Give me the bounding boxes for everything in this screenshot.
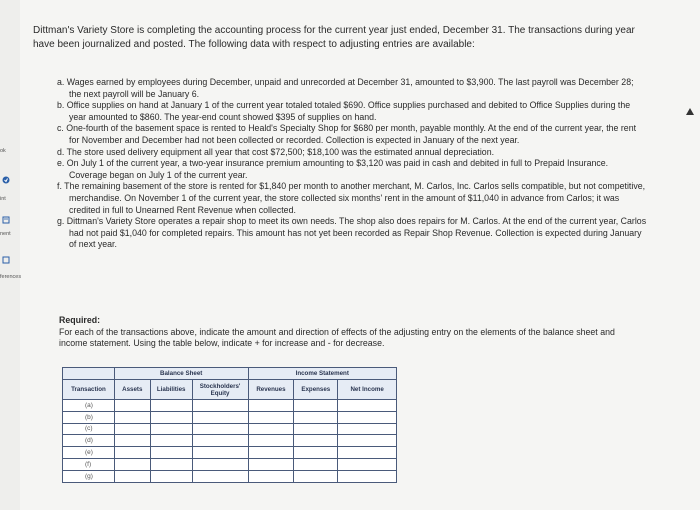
table-row	[63, 470, 397, 482]
table-row	[63, 411, 397, 423]
answer-cell[interactable]	[248, 470, 294, 482]
answer-cell[interactable]	[338, 423, 397, 435]
sidebar-item-nent[interactable]: nent	[0, 231, 11, 237]
answer-cell[interactable]	[294, 470, 338, 482]
print-icon	[2, 176, 10, 184]
column-header: Revenues	[248, 380, 294, 400]
answer-cell[interactable]	[294, 400, 338, 412]
answer-cell[interactable]	[150, 458, 192, 470]
answer-cell[interactable]	[192, 458, 248, 470]
answer-cell[interactable]	[114, 435, 150, 447]
column-header: Liabilities	[150, 380, 192, 400]
answer-cell[interactable]	[114, 458, 150, 470]
answer-cell[interactable]	[192, 447, 248, 459]
answer-cell[interactable]	[114, 447, 150, 459]
column-header: Net Income	[338, 380, 397, 400]
answer-cell[interactable]	[294, 435, 338, 447]
list-item: f. The remaining basement of the store is rented for $1,840 per month to another merchant, M. Carlos, Inc. Carlos sells compatible, but not competitive, merchandise. On November 1 of the current year, the store collected six months' rent in the amount of $11,040 in advance from Carlos; it was credited in full to Unearned Rent Revenue when collected.	[57, 181, 646, 215]
transaction-label: (b)	[63, 411, 115, 423]
table-row	[63, 458, 397, 470]
transaction-label: (c)	[63, 423, 115, 435]
answer-cell[interactable]	[192, 411, 248, 423]
answer-cell[interactable]	[338, 458, 397, 470]
answer-cell[interactable]	[114, 470, 150, 482]
table-spacer	[63, 368, 115, 380]
effects-table	[62, 367, 397, 483]
list-item: g. Dittman's Variety Store operates a repair shop to meet its own needs. The shop also does repairs for M. Carlos. At the end of the current year, Carlos had not paid $1,040 for completed repairs. This amount has not yet been recorded as Repair Shop Revenue. Collection is expected during January of next year.	[57, 216, 647, 250]
answer-cell[interactable]	[248, 411, 294, 423]
answer-cell[interactable]	[338, 400, 397, 412]
answer-cell[interactable]	[294, 423, 338, 435]
cursor-arrow-icon	[686, 108, 694, 115]
table-row	[63, 423, 397, 435]
list-item: d. The store used delivery equipment all year that cost $72,500; $18,100 was the estimated annual depreciation.	[57, 146, 495, 157]
transaction-label: (a)	[63, 400, 115, 412]
answer-cell[interactable]	[248, 458, 294, 470]
balance-sheet-header: Balance Sheet	[114, 368, 248, 380]
answer-cell[interactable]	[248, 400, 294, 412]
answer-cell[interactable]	[150, 435, 192, 447]
transaction-label: (e)	[63, 447, 115, 459]
answer-cell[interactable]	[150, 400, 192, 412]
answer-cell[interactable]	[114, 400, 150, 412]
required-section	[59, 315, 639, 350]
required-text: For each of the transactions above, indicate the amount and direction of effects of the adjusting entry on the elements of the balance sheet and income statement. Using the table below, indicate + for increase and - for decrease.	[59, 326, 615, 348]
list-item: e. On July 1 of the current year, a two-year insurance premium amounting to $3,120 was paid in cash and debited in full to Prepaid Insurance. Coverage began on July 1 of the current year.	[57, 158, 609, 180]
transaction-label: (d)	[63, 435, 115, 447]
list-item: a. Wages earned by employees during December, unpaid and unrecorded at December 31, amounted to $3,900. The last payroll was December 28; the next payroll will be January 6.	[57, 77, 634, 99]
answer-cell[interactable]	[338, 447, 397, 459]
sidebar-item-int[interactable]: int	[0, 196, 6, 202]
sidebar-item-references[interactable]: ferences	[0, 274, 22, 280]
list-item: b. Office supplies on hand at January 1 of the current year totaled totaled $690. Office supplies purchased and debited to Office Supplies during the year amounted to $860. The year-end count showed $395 of supplies on hand.	[57, 100, 631, 122]
answer-cell[interactable]	[294, 411, 338, 423]
transaction-label: (f)	[63, 458, 115, 470]
answer-cell[interactable]	[114, 411, 150, 423]
column-header: Stockholders' Equity	[192, 380, 248, 400]
column-header: Expenses	[294, 380, 338, 400]
answer-cell[interactable]	[192, 435, 248, 447]
answer-cell[interactable]	[150, 411, 192, 423]
answer-cell[interactable]	[338, 470, 397, 482]
column-header: Assets	[114, 380, 150, 400]
answer-cell[interactable]	[248, 435, 294, 447]
answer-cell[interactable]	[192, 423, 248, 435]
answer-cell[interactable]	[114, 423, 150, 435]
answer-cell[interactable]	[192, 470, 248, 482]
document-icon	[2, 216, 10, 224]
answer-cell[interactable]	[294, 458, 338, 470]
table-row	[63, 447, 397, 459]
table-row	[63, 400, 397, 412]
column-header: Transaction	[63, 380, 115, 400]
left-sidebar	[0, 0, 20, 510]
answer-cell[interactable]	[150, 470, 192, 482]
required-heading: Required:	[59, 315, 101, 325]
transaction-label: (g)	[63, 470, 115, 482]
answer-cell[interactable]	[294, 447, 338, 459]
answer-cell[interactable]	[248, 447, 294, 459]
reference-icon	[2, 256, 10, 264]
answer-cell[interactable]	[338, 411, 397, 423]
answer-cell[interactable]	[248, 423, 294, 435]
list-item: c. One-fourth of the basement space is rented to Heald's Specialty Shop for $680 per month, payable monthly. At the end of the current year, the rent for November and December had not been collected or recorded. Collection is expected in January of the next year.	[57, 123, 637, 145]
problem-intro: Dittman's Variety Store is completing the accounting process for the current year just ended, December 31. The transactions during year have been journalized and posted. The following data with respect to adjusting entries are available:	[33, 25, 635, 50]
answer-cell[interactable]	[338, 435, 397, 447]
answer-cell[interactable]	[150, 423, 192, 435]
table-row	[63, 435, 397, 447]
answer-cell[interactable]	[192, 400, 248, 412]
answer-cell[interactable]	[150, 447, 192, 459]
adjusting-data-list	[57, 77, 647, 251]
income-statement-header: Income Statement	[248, 368, 397, 380]
sidebar-item-ok[interactable]: ok	[0, 148, 6, 154]
